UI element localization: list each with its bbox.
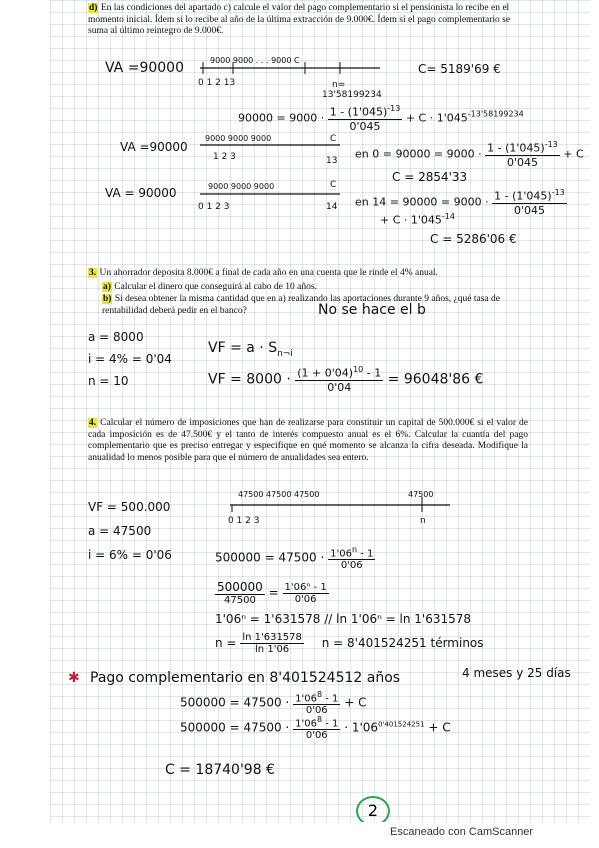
item-label: a)	[103, 282, 111, 292]
eq-den: 0'06	[305, 730, 328, 742]
eq-num-tail: - 1	[322, 718, 339, 730]
given-i: i = 4% = 0'04	[88, 352, 172, 366]
fraction	[293, 690, 340, 716]
item-label: d)	[89, 3, 98, 13]
eq-num-exp: n	[351, 545, 358, 554]
eq-tail: + C	[428, 720, 451, 735]
given-a: a = 47500	[88, 524, 152, 538]
equation-6	[180, 715, 451, 741]
eq-den: 0'045	[513, 203, 545, 217]
page-number: 2	[356, 796, 390, 822]
eq-left: 500000 = 47500 ·	[180, 695, 290, 710]
eq-tail-exp: -14	[441, 212, 455, 221]
problem-3-statement	[88, 268, 528, 280]
eq-num: 1 - (1'045)	[487, 141, 545, 155]
eq-left: 90000 = 9000 ·	[238, 111, 325, 125]
fraction	[328, 104, 403, 133]
eq-right: + C · 1'045	[405, 111, 468, 125]
equation-1	[215, 545, 375, 571]
va-label: VA =90000	[120, 140, 188, 154]
given-n: n = 10	[88, 374, 129, 388]
eq-tail: + C · 1'045	[380, 213, 442, 227]
fraction	[215, 580, 265, 606]
eq-num-exp: -13	[551, 188, 565, 197]
problem-4-text: Calcular el número de imposiciones que han de realizarse para constituir un capital de 500.000€ si el valor de cada imposición es de 47.500€ y el tanto de interés compuesto anual es el 6%. Calcular la cuantía del pago complementario que es preciso entregar y especifique en qué momento se alcanza la cifra deseada. Modifique la anualidad lo menos posible para que el número de anualidades sea entero.	[88, 418, 529, 463]
eq-num: 1 - (1'045)	[494, 189, 552, 203]
timeline-n: n	[420, 516, 426, 526]
notebook-page	[50, 0, 590, 822]
result-c: C = 18740'98 €	[165, 762, 275, 778]
eq-mid: · 1'06	[344, 720, 379, 735]
eq-left: VF = 8000 ·	[208, 371, 291, 388]
timeline-n-value: 13'58199234	[322, 90, 382, 100]
result-c: C = 2854'33	[392, 170, 468, 184]
vf-calculation	[208, 365, 483, 394]
timeline-ticks: 1 2 3	[213, 152, 236, 162]
timeline-ticks: 0 1 2 3	[198, 202, 230, 212]
equation-tail	[380, 212, 455, 227]
problem-d-statement	[88, 3, 528, 38]
item-text: Si desea obtener la misma cantidad que en a) realizando las aportaciones durante 9 años, ¿qué tasa de rentabilidad deberá pedir en el banco?	[102, 294, 500, 316]
timeline-n-label: n=	[332, 80, 346, 90]
timeline-last-payment: 47500	[408, 490, 434, 499]
timeline-end: 14	[326, 202, 338, 212]
va-label: VA = 90000	[105, 186, 177, 200]
eq-tail: + C	[344, 695, 367, 710]
problem-number: 4.	[89, 418, 97, 428]
fraction	[492, 188, 567, 217]
eq-right-exp: -13'58199234	[467, 109, 524, 119]
eq-den: 0'045	[349, 119, 381, 133]
eq-num-exp: -13	[387, 104, 401, 113]
equation-5	[180, 690, 366, 716]
eq-den: 0'045	[506, 155, 538, 169]
eq-num-exp: 8	[316, 690, 323, 699]
timeline-payments: 9000 9000 9000	[208, 182, 275, 191]
timeline-payments: 47500 47500 47500	[238, 490, 320, 499]
timeline-payments: 9000 9000 9000	[205, 134, 272, 143]
item-label: b)	[103, 294, 112, 304]
eq-num: 1'06ⁿ - 1	[284, 581, 327, 593]
equation-4	[215, 632, 484, 655]
eq-num: ln 1'631578	[242, 632, 302, 643]
timeline-c: C	[330, 134, 337, 144]
equation-2	[215, 580, 329, 606]
eq-mid-exp: 0'401524251	[378, 720, 425, 729]
eq-num: 1'06	[330, 548, 352, 560]
problem-4-statement	[88, 418, 528, 464]
fraction	[295, 365, 383, 394]
eq-num-tail: - 1	[322, 693, 339, 705]
eq-num-exp: 10	[353, 365, 364, 374]
timeline-end: 13	[326, 156, 338, 166]
eq-den: ln 1'06	[255, 644, 290, 655]
problem-3-item-a	[102, 282, 522, 294]
timeline-payments: 9000 9000 . . . 9000 C	[210, 56, 300, 65]
eq-num: 500000	[217, 580, 263, 594]
timeline-ticks: 0 1 2 3	[228, 516, 260, 526]
fraction	[293, 715, 340, 741]
vf-result: = 96048'86 €	[387, 371, 484, 388]
item-text: Calcular el dinero que conseguirá al cabo de 10 años.	[114, 282, 317, 292]
fraction	[283, 582, 329, 605]
formula-text: VF = a · S	[208, 340, 278, 356]
given-i: i = 6% = 0'06	[88, 548, 172, 562]
problem-3-item-b	[102, 294, 522, 317]
va-label: VA =90000	[105, 60, 184, 76]
eq-den: 47500	[224, 595, 256, 606]
timeline-ticks: 0 1 2 13	[198, 78, 236, 88]
equation-1	[238, 104, 524, 133]
eq-right: n = 8'401524251 términos	[321, 636, 484, 650]
eq-left: en 14 = 90000 = 9000 ·	[355, 195, 489, 209]
result-c: C= 5189'69 €	[418, 62, 501, 76]
fraction	[240, 632, 304, 655]
problem-number: 3.	[89, 268, 97, 278]
eq-num-exp: 8	[316, 715, 323, 724]
fraction	[485, 140, 560, 169]
equation-3: 1'06ⁿ = 1'631578 // ln 1'06ⁿ = ln 1'631578	[215, 612, 472, 626]
timeline-c: C	[330, 180, 337, 190]
formula-sub: n¬i	[277, 348, 293, 359]
eq-den: 0'06	[294, 593, 317, 605]
scanner-watermark: Escaneado con CamScanner	[390, 826, 534, 838]
eq-num-tail: - 1	[363, 366, 382, 380]
result-c: C = 5286'06 €	[430, 232, 517, 246]
eq-left: 500000 = 47500 ·	[180, 720, 290, 735]
eq-left: n =	[215, 636, 237, 650]
equation-en-0	[355, 140, 584, 169]
eq-left: en 0 = 90000 = 9000 ·	[355, 147, 482, 161]
eq-num-tail: - 1	[357, 548, 374, 560]
eq-den: 0'04	[327, 380, 352, 394]
problem-3-text: Un ahorrador deposita 8.000€ a final de cada año en una cuenta que le rinde el 4% anual.	[99, 268, 438, 278]
eq-mid: =	[268, 585, 279, 600]
eq-num: 1 - (1'045)	[329, 105, 388, 119]
eq-num-exp: -13	[544, 140, 558, 149]
time-note: 4 meses y 25 días	[462, 666, 571, 680]
problem-d-text: En las condiciones del apartado c) calcule el valor del pago complementario si el pensionista lo recibe en el momento inicial. Ídem si lo recibe al año de la última extracción de 9.000€. Ídem si el pago complementario se suma al último reintegro de 9.000€.	[88, 3, 511, 36]
handwritten-note: No se hace el b	[318, 302, 426, 318]
eq-num: (1 + 0'04)	[297, 366, 354, 380]
eq-left: 500000 = 47500 ·	[215, 550, 325, 565]
given-a: a = 8000	[88, 330, 144, 344]
eq-num: 1'06	[295, 693, 317, 705]
vf-formula	[208, 340, 293, 359]
eq-den: 0'06	[340, 560, 363, 572]
pago-complementario-note: Pago complementario en 8'401524512 años	[90, 670, 401, 686]
asterisk-icon: ✱	[68, 670, 80, 686]
eq-num: 1'06	[295, 718, 317, 730]
eq-den: 0'06	[305, 705, 328, 717]
fraction	[328, 545, 375, 571]
given-vf: VF = 500.000	[88, 500, 171, 514]
eq-tail: + C	[563, 147, 584, 161]
